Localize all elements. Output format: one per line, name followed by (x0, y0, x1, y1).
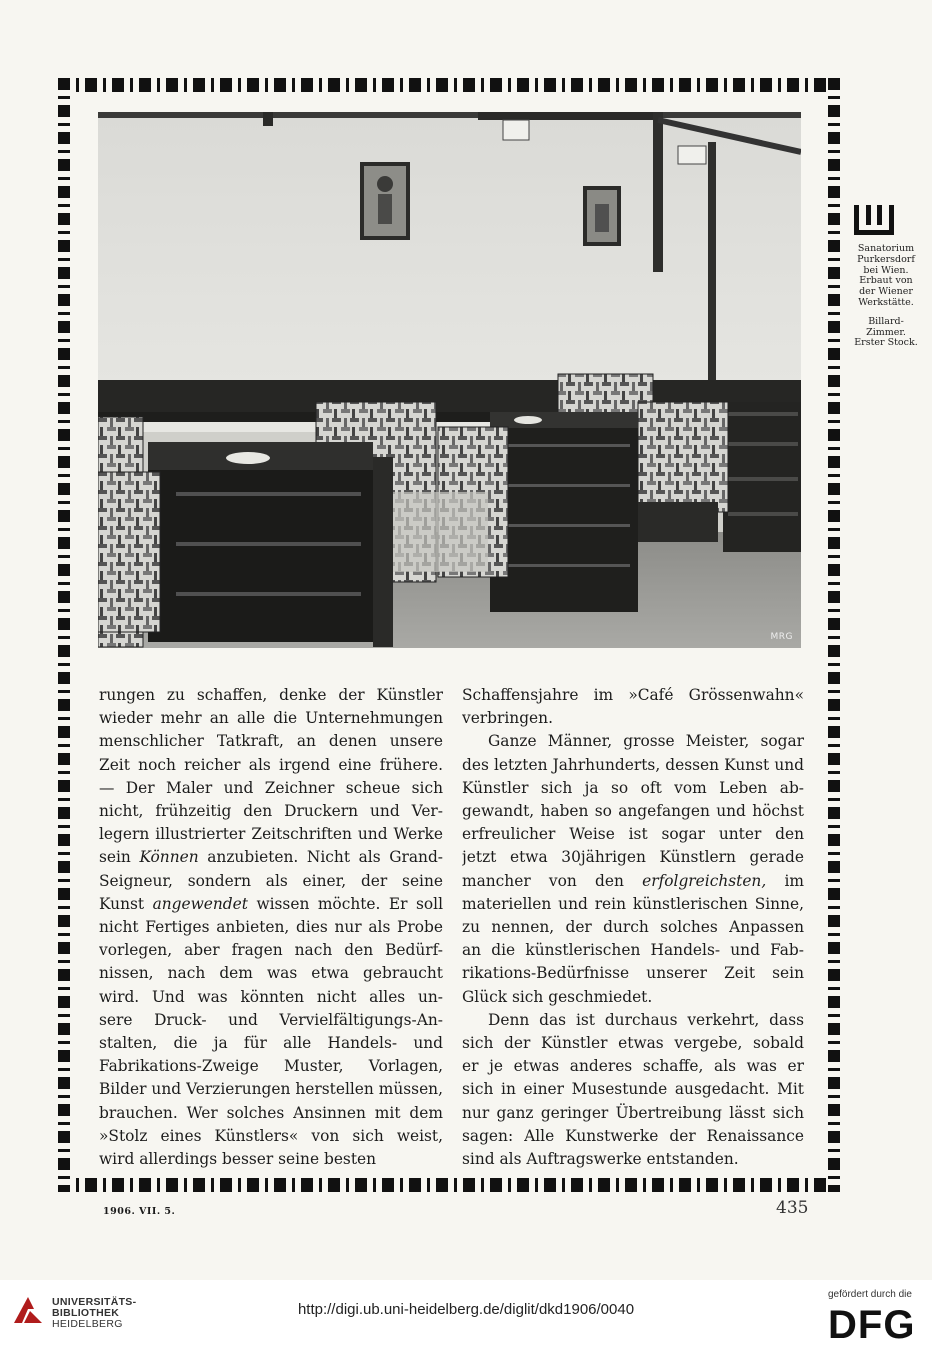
text-line: legern illustrierter Zeitschriften und Werke (99, 825, 443, 844)
text-line: wieder mehr an alle die Unternehmungen (99, 709, 443, 728)
dfg-logo[interactable]: DFG (828, 1303, 916, 1347)
wiener-werkstaette-logo (852, 205, 896, 235)
text-line: »Stolz eines Künstlers« von sich weist, (99, 1126, 443, 1145)
text-column-right (462, 684, 804, 1171)
library-name-line: UNIVERSITÄTS- (52, 1296, 137, 1308)
text-line: sagen: Alle Kunstwerke der Renaissance (462, 1126, 804, 1145)
text-line: Künstler sich ja so oft vom Leben ab- (462, 778, 804, 797)
text-line: Seigneur, sondern als einer, der seine (99, 871, 443, 890)
text-line: stalten, die ja für alle Handels- und (99, 1034, 443, 1053)
text-line: sich der Künstler etwas vergebe, sobald (462, 1034, 804, 1053)
billiard-room-photo (98, 112, 801, 648)
text-line: Denn das ist durchaus verkehrt, dass (488, 1010, 804, 1029)
text-line: wird allerdings besser seine besten (99, 1150, 377, 1169)
text-line: zu nennen, der durch solches Anpassen (462, 918, 804, 937)
text-line: verbringen. (462, 709, 553, 728)
photo-caption (846, 244, 926, 349)
library-name-line: BIBLIOTHEK (52, 1307, 120, 1319)
text-line: mancher von den erfolgreichsten, im (462, 871, 804, 890)
text-line: nicht Fertiges anbieten, dies nur als Probe (99, 918, 443, 937)
library-name-line: HEIDELBERG (52, 1318, 123, 1330)
text-line: materiellen und rein künstlerischen Sinne, (462, 894, 804, 913)
text-line: rikations-Bedürfnisse unserer Zeit sein (462, 964, 804, 983)
caption-line: Billard- (868, 315, 904, 327)
text-line: des letzten Jahrhunderts, dessen Kunst und (462, 755, 804, 774)
caption-line: der Wiener (859, 286, 913, 298)
funded-by-label: gefördert durch die (828, 1289, 912, 1300)
frame-right-border (828, 78, 840, 1192)
caption-line: Erbaut von (859, 275, 913, 287)
text-line: nissen, nach dem was etwa gebraucht (99, 964, 443, 983)
caption-line: Sanatorium (857, 243, 915, 254)
text-line: an die künstlerischen Handels- und Fab- (462, 941, 804, 960)
text-line: menschlicher Tatkraft, an denen unsere (99, 732, 443, 751)
photo-signature: MRG (770, 632, 793, 642)
text-line: sere Druck- und Vervielfältigungs-An- (99, 1010, 443, 1029)
text-line: erfreulicher Weise ist sogar unter den (462, 825, 804, 844)
text-line: er je etwas anderes schaffe, als was er (462, 1057, 804, 1076)
text-line: jetzt etwa 30jährigen Künstlern gerade (462, 848, 804, 867)
text-line: wird. Und was könnten nicht alles un- (99, 987, 443, 1006)
text-line: Kunst angewendet wissen möchte. Er soll (99, 894, 443, 913)
text-line: Zeit noch reicher als irgend eine frühere. (99, 755, 443, 774)
text-line: sein Können anzubieten. Nicht als Grand- (99, 848, 443, 867)
text-line: Bilder und Verzierungen herstellen müssen, (99, 1080, 443, 1099)
caption-line: Purkersdorf (857, 253, 915, 265)
text-line: Fabrikations-Zweige Muster, Vorlagen, (99, 1057, 443, 1076)
text-line: vorlegen, aber fragen nach den Bedürf- (99, 941, 443, 960)
text-line: nicht, frühzeitig den Druckern und Ver- (99, 802, 443, 821)
text-line: Schaffensjahre im »Café Grössenwahn« (462, 686, 804, 704)
frame-bottom-border (58, 1178, 840, 1192)
text-line: gewandt, haben so angefangen und höchst (462, 802, 804, 821)
text-line: nur ganz geringer Übertreibung lässt sich (462, 1103, 804, 1122)
text-line: sich in einer Musestunde ausgedacht. Mit (462, 1080, 804, 1099)
text-column-left (99, 684, 443, 1171)
text-line: Glück sich geschmiedet. (462, 987, 653, 1006)
text-line: rungen zu schaffen, denke der Künstler (99, 686, 443, 704)
caption-line: bei Wien. (863, 264, 909, 276)
frame-left-border (58, 78, 70, 1192)
document-url-link[interactable]: http://digi.ub.uni-heidelberg.de/diglit/dkd1906/0040 (297, 1301, 635, 1318)
text-line: sind als Auftragswerke entstanden. (462, 1150, 739, 1169)
caption-line: Werkstätte. (858, 296, 914, 308)
frame-top-border (58, 78, 840, 92)
caption-line: Zimmer. (866, 326, 906, 338)
page-number: 435 (776, 1198, 809, 1218)
text-line: Ganze Männer, grosse Meister, sogar (488, 732, 804, 751)
issue-reference: 1906. VII. 5. (103, 1206, 176, 1217)
caption-line: Erster Stock. (854, 337, 918, 349)
text-line: brauchen. Wer solches Ansinnen mit dem (99, 1103, 443, 1122)
text-line: — Der Maler und Zeichner scheue sich (99, 778, 443, 797)
